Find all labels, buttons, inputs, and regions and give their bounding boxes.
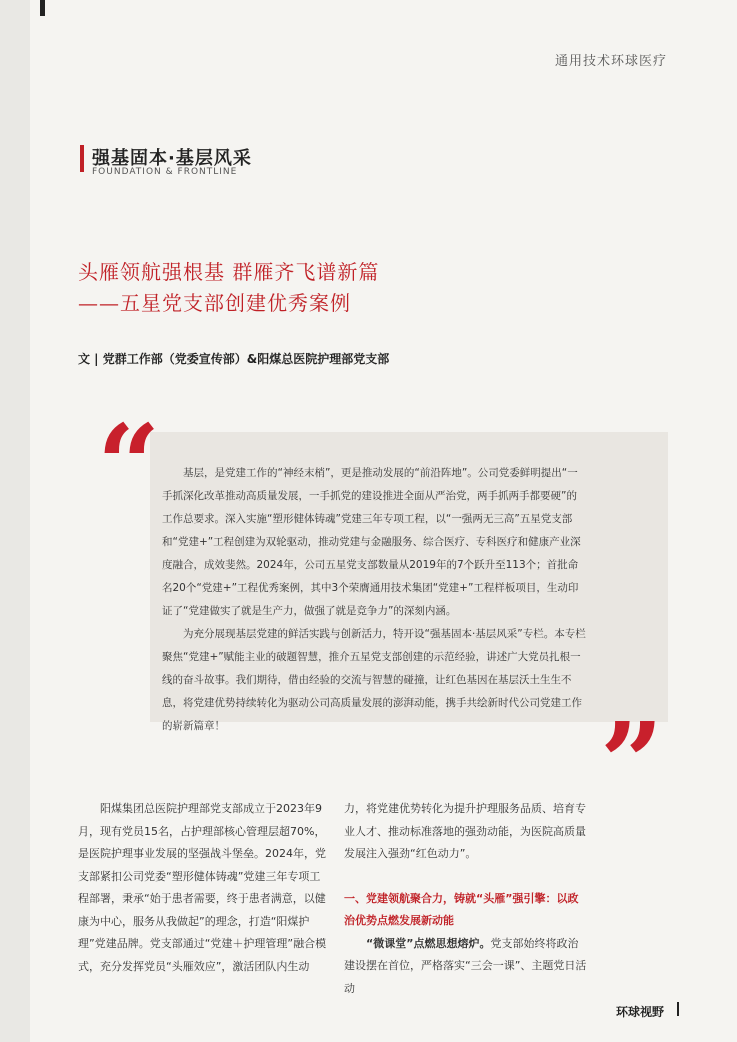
byline: 文 | 党群工作部（党委宣传部）&阳煤总医院护理部党支部 [78,352,390,366]
intro-paragraph: 基层，是党建工作的“神经末梢”，更是推动发展的“前沿阵地”。公司党委鲜明提出“一手抓深化改革推动高质量发展，一手抓党的建设推进全面从严治党，两手抓两手都要硬”的工作总要求。深入实施“塑形健体铸魂”党建三年专项工程，以“一强两无三高”五星党支部和“党建+”工程创建为双轮驱动，推动党建与金融服务、综合医疗、专科医疗和健康产业深度融合，成效斐然。2024年，公司五星党支部数量从2019年的7个跃升至113个；首批命名20个“党建+”工程优秀案例，其中3个荣膺通用技术集团“党建+”工程样板项目，生动印证了“党建做实了就是生产力，做强了就是竞争力”的深刻内涵。 [162,467,581,617]
lead-in: “微课堂”点燃思想熔炉。 [366,936,491,950]
section-heading: 一、党建领航聚合力，铸就“头雁”强引擎：以政治优势点燃发展新动能 [344,891,579,927]
margin-mark [40,0,45,16]
intro-paragraph: 为充分展现基层党建的鲜活实践与创新活力，特开设“强基固本·基层风采”专栏。本专栏聚焦“党建+”赋能主业的破题智慧，推介五星党支部创建的示范经验，讲述广大党员扎根一线的奋斗故事。我们期待，借由经验的交流与智慧的碰撞，让红色基因在基层沃土生生不息，将党建优势持续转化为驱动公司高质量发展的澎湃动能，携手共绘新时代公司党建工作的崭新篇章！ [162,628,586,732]
column-subtitle: FOUNDATION & FRONTLINE [92,167,238,177]
column-accent-bar [80,145,84,172]
column-title: 强基固本·基层风采 [92,148,252,169]
body-paragraph: 力，将党建优势转化为提升护理服务品质、培育专业人才、推动标准落地的强劲动能，为医院高质量发展注入强劲“红色动力”。 [344,802,586,860]
close-quote-icon: ” [600,698,664,827]
body-paragraph [344,933,589,1001]
body-column-left [78,798,328,978]
open-quote-icon: “ [97,400,161,529]
footer-bar [677,1002,679,1016]
body-paragraph: 阳煤集团总医院护理部党支部成立于2023年9月，现有党员15名，占护理部核心管理层超70%，是医院护理事业发展的坚强战斗堡垒。2024年，党支部紧扣公司党委“塑形健体铸魂”党建三年专项工程部署，秉承“始于患者需要，终于患者满意，以健康为中心，服务从我做起”的理念，打造“阳煤护理”党建品牌。党支部通过“党建＋护理管理”融合模式，充分发挥党员“头雁效应”，激活团队内生动 [78,802,327,973]
footer-magazine-name: 环球视野 [616,1005,665,1019]
article-title-line1: 头雁领航强根基 群雁齐飞谱新篇 [78,260,380,284]
body-column-right [344,798,589,1000]
lead-text: 党支部始终将政治建设摆在首位，严格落实“三会一课”、主题党日活动 [344,936,587,995]
article-title-line2: ——五星党支部创建优秀案例 [78,291,351,315]
intro-text [162,462,587,738]
page-gutter [0,0,30,1042]
running-header: 通用技术环球医疗 [555,54,668,69]
